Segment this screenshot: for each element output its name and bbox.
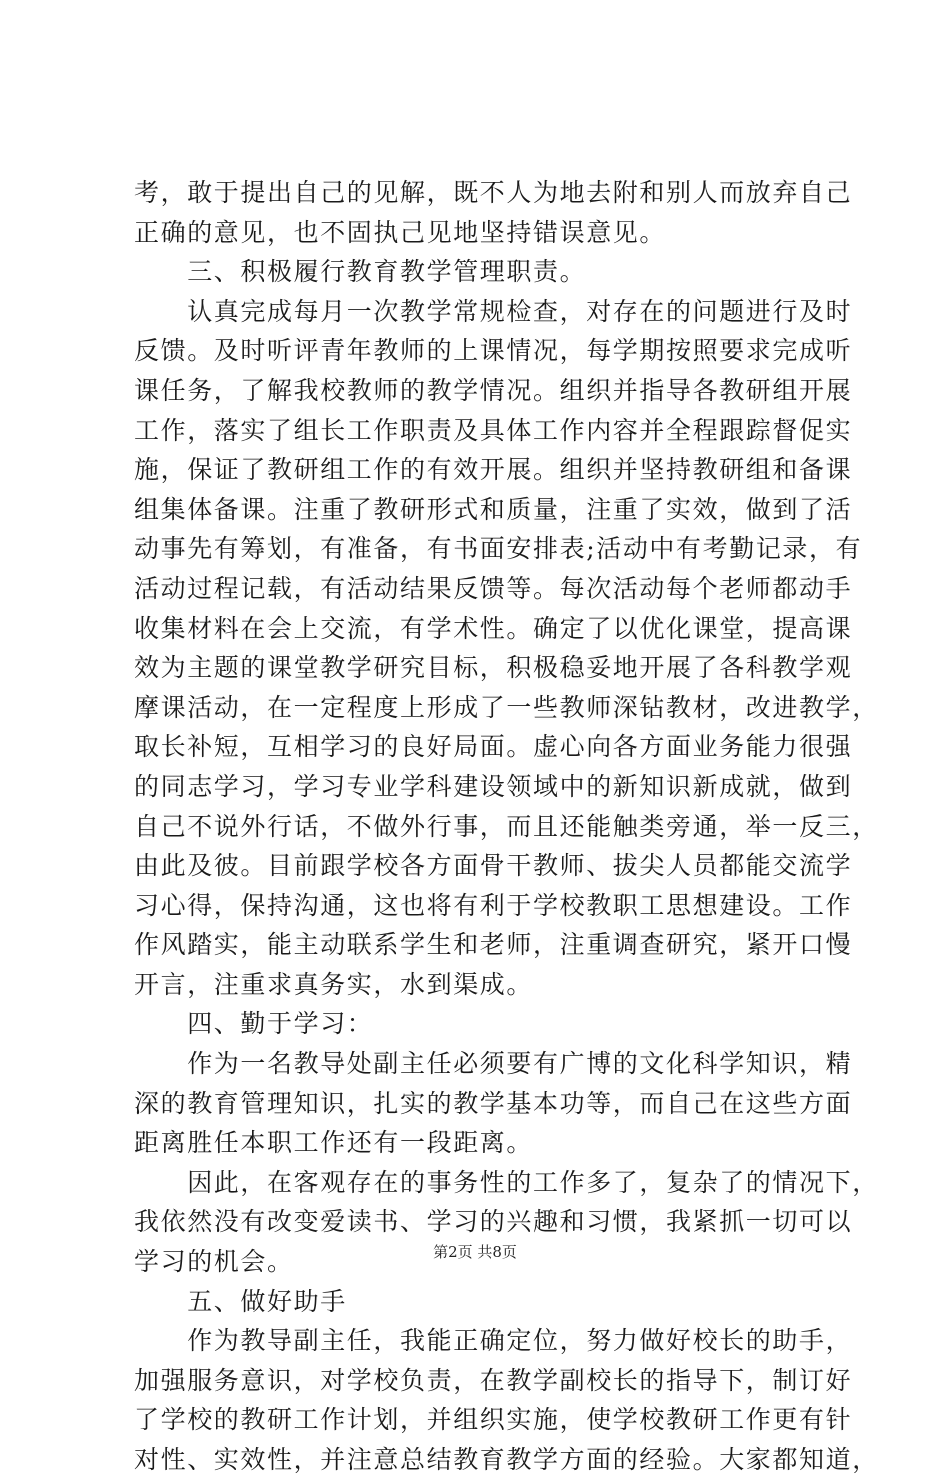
text-line: 收集材料在会上交流，有学术性。确定了以优化课堂，提高课 (134, 613, 853, 643)
text-line: 作为一名教导处副主任必须要有广博的文化科学知识，精 (134, 1049, 853, 1079)
text-line: 反馈。及时听评青年教师的上课情况，每学期按照要求完成听 (134, 336, 853, 366)
text-line: 由此及彼。目前跟学校各方面骨干教师、拔尖人员都能交流学 (134, 851, 853, 881)
text-line: 加强服务意识，对学校负责，在教学副校长的指导下，制订好 (134, 1365, 853, 1395)
text-line: 施，保证了教研组工作的有效开展。组织并坚持教研组和备课 (134, 455, 853, 485)
text-line: 因此，在客观存在的事务性的工作多了，复杂了的情况下， (134, 1167, 879, 1197)
text-line: 三、积极履行教育教学管理职责。 (134, 257, 587, 287)
text-line: 了学校的教研工作计划，并组织实施，使学校教研工作更有针 (134, 1405, 853, 1435)
text-line: 距离胜任本职工作还有一段距离。 (134, 1128, 534, 1158)
text-line: 效为主题的课堂教学研究目标，积极稳妥地开展了各科教学观 (134, 653, 853, 683)
text-line: 动事先有筹划，有准备，有书面安排表;活动中有考勤记录，有 (134, 534, 863, 564)
text-line: 习心得，保持沟通，这也将有利于学校教职工思想建设。工作 (134, 890, 853, 920)
text-line: 学习的机会。 (134, 1247, 294, 1277)
text-line: 正确的意见，也不固执己见地坚持错误意见。 (134, 217, 667, 247)
text-line: 开言，注重求真务实，水到渠成。 (134, 969, 534, 999)
text-line: 四、勤于学习： (134, 1009, 374, 1039)
page-footer: 第2页 共8页 (433, 1243, 517, 1261)
body-text (134, 173, 879, 1480)
text-line: 对性、实效性，并注意总结教育教学方面的经验。大家都知道， (134, 1445, 879, 1474)
text-line: 五、做好助手 (134, 1286, 347, 1316)
text-line: 作为教导副主任，我能正确定位，努力做好校长的助手， (134, 1326, 853, 1356)
text-line: 作风踏实，能主动联系学生和老师，注重调查研究，紧开口慢 (134, 930, 853, 960)
text-line: 认真完成每月一次教学常规检查，对存在的问题进行及时 (134, 296, 853, 326)
text-line: 自己不说外行话，不做外行事，而且还能触类旁通，举一反三， (134, 811, 879, 841)
text-line: 我依然没有改变爱读书、学习的兴趣和习惯，我紧抓一切可以 (134, 1207, 853, 1237)
text-line: 组集体备课。注重了教研形式和质量，注重了实效，做到了活 (134, 494, 853, 524)
text-line: 工作，落实了组长工作职责及具体工作内容并全程跟踪督促实 (134, 415, 853, 445)
text-line: 取长补短，互相学习的良好局面。虚心向各方面业务能力很强 (134, 732, 853, 762)
text-line: 深的教育管理知识，扎实的教学基本功等，而自己在这些方面 (134, 1088, 853, 1118)
text-line: 的同志学习，学习专业学科建设领域中的新知识新成就，做到 (134, 771, 853, 801)
text-line: 考，敢于提出自己的见解，既不人为地去附和别人而放弃自己 (134, 178, 853, 207)
text-line: 课任务，了解我校教师的教学情况。组织并指导各教研组开展 (134, 375, 853, 405)
text-line: 摩课活动，在一定程度上形成了一些教师深钻教材，改进教学， (134, 692, 879, 722)
text-line: 活动过程记载，有活动结果反馈等。每次活动每个老师都动手 (134, 573, 853, 603)
